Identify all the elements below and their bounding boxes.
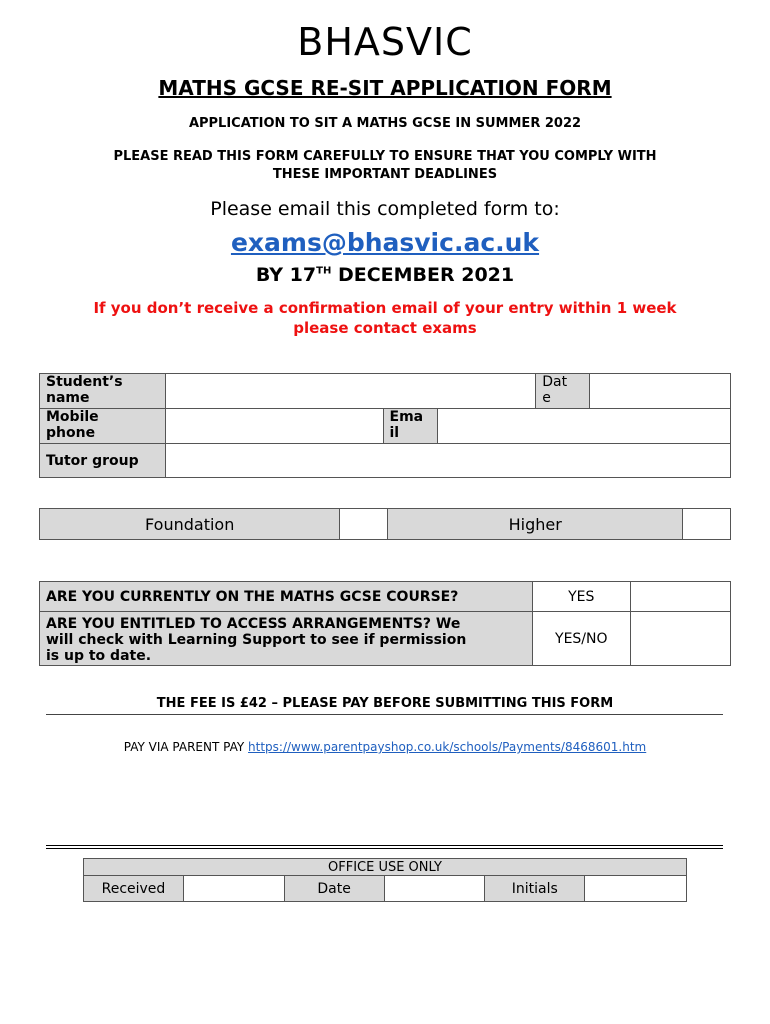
office-date-label: Date	[284, 876, 384, 902]
date-field[interactable]	[590, 374, 731, 409]
initials-label: Initials	[485, 876, 585, 902]
warning-line-2: please contact exams	[293, 319, 477, 337]
foundation-checkbox[interactable]	[340, 509, 388, 540]
mobile-phone-field[interactable]	[165, 409, 383, 444]
office-use-heading: OFFICE USE ONLY	[84, 859, 687, 876]
student-name-label: Student’s name	[40, 374, 166, 409]
student-details-table	[39, 373, 731, 478]
email-field[interactable]	[438, 409, 731, 444]
tutor-group-field[interactable]	[165, 444, 730, 478]
parent-pay-link[interactable]: https://www.parentpayshop.co.uk/schools/Payments/8468601.htm	[248, 740, 647, 754]
higher-checkbox[interactable]	[682, 509, 730, 540]
access-arrangements-answer-field[interactable]	[630, 612, 730, 666]
college-logo: BHASVIC	[297, 20, 473, 64]
access-arrangements-question: ARE YOU ENTITLED TO ACCESS ARRANGEMENTS? We will check with Learning Support to see if permission is up to date.	[40, 612, 533, 666]
office-date-field[interactable]	[384, 876, 485, 902]
current-course-question: ARE YOU CURRENTLY ON THE MATHS GCSE COURSE?	[40, 582, 533, 612]
received-field[interactable]	[183, 876, 284, 902]
fee-notice: THE FEE IS £42 – PLEASE PAY BEFORE SUBMITTING THIS FORM	[156, 696, 614, 711]
deadline-prefix: BY 17	[255, 264, 317, 286]
yes-no-label: YES/NO	[532, 612, 630, 666]
email-intro: Please email this completed form to:	[210, 198, 560, 220]
instructions-line-2: THESE IMPORTANT DEADLINES	[272, 167, 498, 182]
current-course-answer-field[interactable]	[630, 582, 730, 612]
deadline-sup: TH	[316, 265, 332, 277]
office-divider	[46, 845, 723, 849]
questions-table	[39, 581, 731, 666]
parent-pay-line	[0, 740, 770, 754]
higher-label: Higher	[388, 509, 682, 540]
student-name-field[interactable]	[165, 374, 535, 409]
office-use-table	[83, 858, 687, 902]
warning-line-1: If you don’t receive a confirmation email of your entry within 1 week	[93, 299, 677, 317]
deadline	[0, 264, 770, 286]
form-title: MATHS GCSE RE-SIT APPLICATION FORM	[158, 76, 612, 100]
foundation-label: Foundation	[40, 509, 340, 540]
instructions-line-1: PLEASE READ THIS FORM CAREFULLY TO ENSURE THAT YOU COMPLY WITH	[113, 149, 657, 164]
tutor-group-label: Tutor group	[40, 444, 166, 478]
email-label: Ema il	[383, 409, 438, 444]
tier-selection-table	[39, 508, 731, 540]
fee-divider	[46, 714, 723, 715]
initials-field[interactable]	[585, 876, 687, 902]
mobile-phone-label: Mobile phone	[40, 409, 166, 444]
received-label: Received	[84, 876, 184, 902]
exams-email-link[interactable]: exams@bhasvic.ac.uk	[230, 228, 540, 257]
deadline-suffix: DECEMBER 2021	[331, 264, 515, 286]
confirmation-warning	[0, 298, 770, 338]
form-subtitle: APPLICATION TO SIT A MATHS GCSE IN SUMMER 2022	[188, 116, 582, 131]
yes-label: YES	[532, 582, 630, 612]
date-label: Dat e	[536, 374, 590, 409]
parent-pay-prefix: PAY VIA PARENT PAY	[123, 740, 249, 754]
